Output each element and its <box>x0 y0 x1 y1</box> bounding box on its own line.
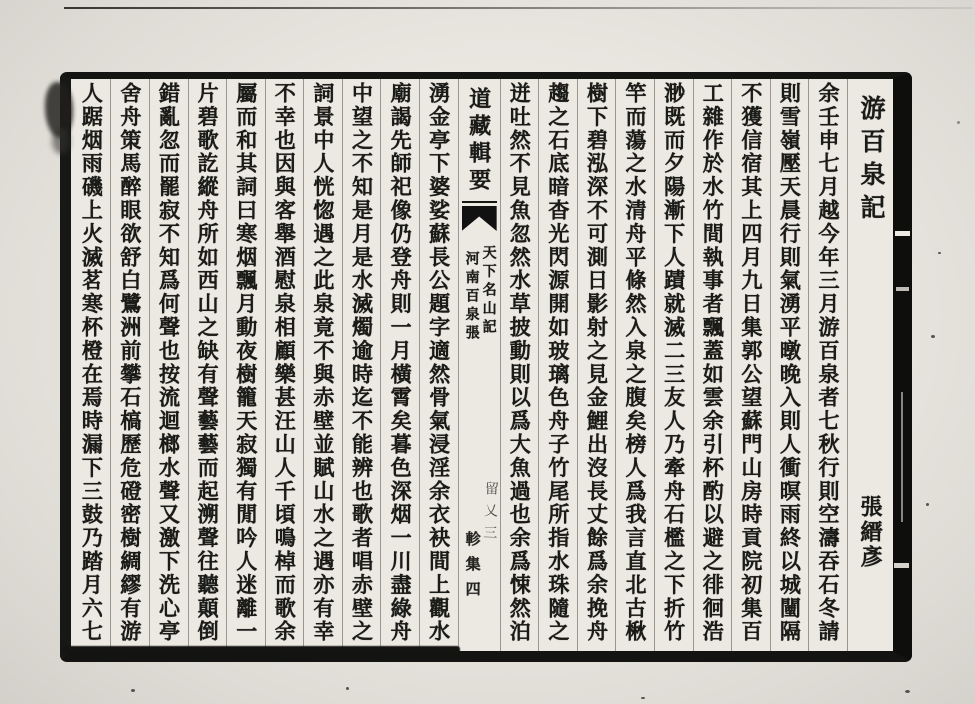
column-text: 則雪嶺壓天晨行則氣湧平暾晚入則人衝暝雨終以城闉隔 <box>777 82 802 644</box>
text-column <box>500 79 539 651</box>
scan-speck <box>905 690 910 693</box>
text-column <box>615 79 654 651</box>
scan-speck <box>641 697 645 699</box>
volume-mark: 軫集四 <box>463 531 480 606</box>
banxin-column <box>458 79 500 651</box>
text-column <box>770 79 809 651</box>
banxin-rule <box>462 201 497 203</box>
title-column <box>847 79 893 651</box>
text-column <box>226 79 265 651</box>
column-text: 迸吐然不見魚忽然水草披動則以爲大魚過也余爲悚然泊 <box>507 82 532 644</box>
text-column <box>149 79 188 651</box>
column-text: 片碧歌訖縱舟所如西山之缺有聲藝藝而起溯聲往聽顛倒 <box>195 82 220 644</box>
text-column <box>342 79 381 651</box>
text-column <box>110 79 149 651</box>
text-column <box>265 79 304 651</box>
chapter-note-left: 河南百泉張 <box>463 251 479 344</box>
text-column <box>380 79 419 651</box>
column-text: 余壬申七月越今年三月游百泉者七秋行則空濤吞石冬請 <box>816 82 840 644</box>
column-text: 趨之石底暗杳光閃源開如玻璃色舟子竹尾所指水珠隨之 <box>545 82 570 644</box>
column-text: 不幸也因與客舉酒慰泉相顧樂甚汪山人千頃鳴棹而歌余 <box>272 82 297 644</box>
ink-skip <box>895 231 910 236</box>
column-text: 中望之不知是月是水滅燭逾時迄不能辨也歌者唱赤壁之 <box>349 82 374 644</box>
text-column <box>188 79 227 651</box>
text-column <box>731 79 770 651</box>
column-container <box>71 79 893 651</box>
scan-speck <box>957 121 960 124</box>
text-column <box>72 79 111 651</box>
column-text: 樹下碧泓深不可測日影射之見金鯉出沒長丈餘爲余挽舟 <box>584 82 609 644</box>
handwritten-collation-mark: 留乂三 <box>480 480 498 548</box>
ink-skip <box>896 287 909 291</box>
column-text: 人踞烟雨磯上火滅茗寒杯橙在焉時漏下三鼓乃踏月六七 <box>79 82 104 644</box>
text-column <box>693 79 732 651</box>
text-column <box>303 79 342 651</box>
column-text: 渺既而夕陽漸下人蹟就滅二三友人乃牽舟石檻之下折竹 <box>661 82 686 644</box>
text-column <box>538 79 577 651</box>
ink-skip <box>894 563 909 568</box>
column-text: 工雜作於水竹間執事者飄蓋如雲余引杯酌以避之徘徊浩 <box>700 82 725 644</box>
column-text: 廟謁先師祀像仍登舟則一月橫霄矣暮色深烟一川盡綠舟 <box>388 82 413 644</box>
page-title: 游百泉記 <box>857 95 884 227</box>
book-title: 道藏輯要 <box>466 87 492 195</box>
column-text: 不獲信宿其上四月九日集郭公望蘇門山房時貢院初集百 <box>738 82 763 644</box>
scan-speck <box>931 335 935 338</box>
fishtail-icon <box>462 206 497 231</box>
column-text: 屬而和其詞曰寒烟飄月動夜樹籠天寂獨有閒吟人迷離一 <box>233 82 258 644</box>
text-column <box>419 79 458 651</box>
border-smear <box>62 646 460 654</box>
column-text: 竿而蕩之水清舟平條然入泉之腹矣榜人爲我言直北古楸 <box>623 82 648 644</box>
scan-edge-line <box>64 7 972 9</box>
author-name: 張縉彥 <box>858 495 883 570</box>
ink-skip <box>901 392 903 522</box>
scan-speck <box>926 503 929 506</box>
column-text: 湧金亭下婆娑蘇長公題字適然骨氣浸淫余衣袂間上觀水 <box>426 82 451 644</box>
ink-smudge <box>52 128 70 154</box>
text-column <box>808 79 847 651</box>
chapter-note-right: 天下名山記 <box>480 245 496 338</box>
column-text: 錯亂忽而罷寂不知爲何聲也按流迴榔水聲又激下洗心亭 <box>156 82 181 644</box>
scan-speck <box>938 252 941 254</box>
text-column <box>654 79 693 651</box>
scan-speck <box>346 687 349 690</box>
text-column <box>577 79 616 651</box>
column-text: 詞景中人恍惚遇之此泉竟不與赤壁並賦山水之遇亦有幸 <box>310 82 335 644</box>
column-text: 舍舟策馬醉眼欲舒白鷺洲前攀石槁歷危磴密樹綢繆有游 <box>117 82 142 644</box>
scan-speck <box>131 689 135 692</box>
text-frame <box>60 72 912 662</box>
